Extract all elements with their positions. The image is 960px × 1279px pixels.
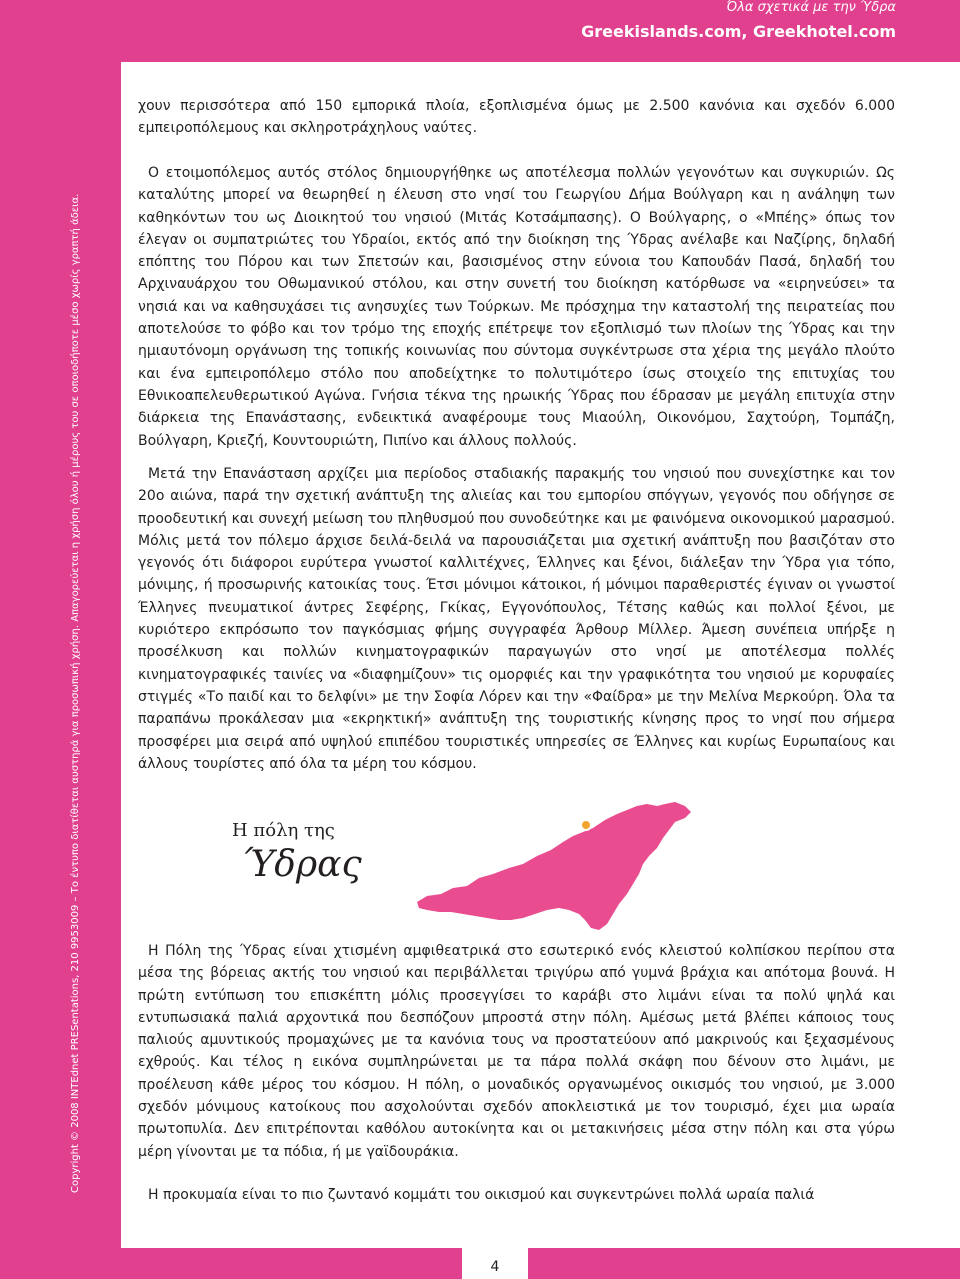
paragraph-1: χουν περισσότερα από 150 εμπορικά πλοία, εξοπλισμένα όμως με 2.500 κανόνια και σχεδόν 6.000 εμπειροπόλεμους και σκληροτράχηλους ναύτες. — [138, 98, 895, 137]
header-sites: Greekislands.com, Greekhotel.com — [581, 22, 896, 41]
hydra-island-map-icon — [413, 790, 695, 936]
section-heading-small: Η πόλη της — [232, 820, 335, 841]
paragraph-5: Η προκυμαία είναι το πιο ζωντανό κομμάτι του οικισμού και συγκεντρώνει πολλά ωραία παλιά — [148, 1187, 815, 1203]
section-heading-big: Ύδρας — [242, 844, 362, 885]
paragraph-4: Η Πόλη της Ύδρας είναι χτισμένη αμφιθεατρικά στο εσωτερικό ενός κλειστού κολπίσκου περίπου στα μέσα της βόρειας ακτής του νησιού και περιβάλλεται τριγύρω από γυμνά βράχια και απότομα βουνά. Η πρώτη εντύπωση του επισκέπτη μόλις προσεγγίσει το καράβι στο λιμάνι είναι τα πολύ ψηλά και εντυπωσιακά παλιά αρχοντικά που δεσπόζουν μπροστά στην πόλη. Αμέσως μετά βλέπει κάποιος τους παλιούς αμυντικούς προμαχώνες με τα κανόνια τους να προστατεύουν από μακρινούς και ξεχασμένους εχθρούς. Και τέλος η εικόνα συμπληρώνεται με τα πάρα πολλά σκάφη που δένουν στο λιμάνι, με προέλευση κάθε μέρος του κόσμου. Η πόλη, ο μοναδικός οργανωμένος οικισμός του νησιού, με 3.000 σχεδόν μόνιμους κατοίκους που ασχολούνται σχεδόν αποκλειστικά με τον τουρισμό, έχει μια ωραία πρωτοπυλία. Δεν επιτρέπονται καθόλου αυτοκίνητα και οι μετακινήσεις μέσα στην πόλη και στα γύρω μέρη γίνονται με τα πόδια, ή με γαϊδουράκια. — [138, 943, 895, 1160]
page-number: 4 — [490, 1259, 500, 1275]
header-subtitle: Όλα σχετικά με την Ύδρα — [726, 0, 896, 15]
copyright-notice: Copyright © 2008 INTEdnet PRESentations, 210 9953009 – Το έντυπο διατίθεται αυστηρά για προσωπική χρήση. Απαγορεύεται η χρήση όλου ή μέρους του σε οποιοδήποτε μέσο χωρίς γραπτή άδεια. — [70, 193, 81, 1193]
island-shape — [417, 802, 691, 930]
paragraph-3: Μετά την Επανάσταση αρχίζει μια περίοδος σταδιακής παρακμής του νησιού που συνεχίστηκε και τον 20ο αιώνα, παρά την σχετική ανάπτυξη της αλιείας και του εμπορίου σπόγγων, γεγονός που οδήγησε σε προοδευτική και συνεχή μείωση του πληθυσμού που συνοδεύτηκε και με φαινόμενα οικονομικού μαρασμού. Μόλις μετά τον πόλεμο άρχισε δειλά-δειλά να παρουσιάζεται μια σχετική ανάπτυξη που βασιζόταν στο γεγονός ότι διάφοροι ευρύτερα γνωστοί καλλιτέχνες, Έλληνες και ξένοι, διάλεξαν την Ύδρα για τόπο, μόνιμης, ή προσωρινής κατοικίας τους. Έτσι μόνιμοι κάτοικοι, ή μόνιμοι παραθεριστές έγιναν οι γνωστοί Έλληνες πνευματικοί άντρες Σεφέρης, Γκίκας, Εγγονόπουλος, Τέτσης καθώς και πολλοί ξένοι, με κυριότερο εκπρόσωπο τον παγκόσμιας φήμης συγγραφέα Άρθουρ Μίλλερ. Άμεση συνέπεια υπήρξε η προσέλκυση και πολλών κινηματογραφικών παραγωγών στο νησί με αποτέλεσμα πολλές κινηματογραφικές ταινίες να «διαφημίζουν» τις ομορφιές και την γραφικότητα του νησιού με κορυφαίες στιγμές «Το παιδί και το δελφίνι» με την Σοφία Λόρεν και την «Φαίδρα» με την Μελίνα Μερκούρη. Όλα τα παραπάνω προκάλεσαν μια «εκρηκτική» ανάπτυξη της τουριστικής κίνησης προς το νησί που σήμερα προσφέρει μια σειρά από υψηλού επιπέδου τουριστικές υπηρεσίες σε Έλληνες και κυρίως Ευρωπαίους και άλλους τουρίστες από όλα τα μέρη του κόσμου. — [138, 466, 895, 772]
town-marker — [581, 820, 591, 830]
paragraph-2: Ο ετοιμοπόλεμος αυτός στόλος δημιουργήθηκε ως αποτέλεσμα πολλών γεγονότων και συγκυριών. Ως καταλύτης μπορεί να θεωρηθεί η έλευση στο νησί του Γεωργίου Δήμα Βούλγαρη και η ανάληψη των καθηκόντων του ως Διοικητού του νησιού (Μιτάς Κοτσάμπασης). Ο Βούλγαρης, ο «Μπέης» όπως τον έλεγαν οι συμπατριώτες του Υδραίοι, εκτός από την διοίκηση της Ύδρας ανέλαβε και Ναζίρης, δηλαδή επόπτης του Πόρου και των Σπετσών και, βασισμένος στην εύνοια του Καπουδάν Πασά, δηλαδή του Αρχιναυάρχου του Οθωμανικού στόλου, και στην συνετή του διοίκηση κατόρθωσε να «ειρηνεύσει» τα νησιά και να καθησυχάσει τις ανησυχίες των Τούρκων. Με πρόσχημα την καταστολή της πειρατείας που αποτελούσε το φόβο και τον τρόμο της εποχής επέτρεψε τον εξοπλισμό των πλοίων της Ύδρας και την ημιαυτόνομη οργάνωση της τοπικής κοινωνίας που σύντομα συγκέντρωσε στα χέρια της μεγάλο πλούτο και ένα εμπειροπόλεμο στόλο που αποδείχτηκε το πολυτιμότερο ίσως στοιχείο της επιτυχίας του Εθνικοαπελευθερωτικού Αγώνα. Γνήσια τέκνα της ηρωικής Ύδρας που έδρασαν με μεγάλη επιτυχία στην διάρκεια της Επανάστασης, ενδεικτικά αναφέρουμε τους Μιαούλη, Οικονόμου, Σαχτούρη, Τομπάζη, Βούλγαρη, Κριεζή, Κουντουριώτη, Πιπίνο και άλλους πολλούς. — [138, 165, 895, 449]
page-frame-left — [0, 0, 121, 1279]
page-frame-bottom — [121, 1248, 960, 1279]
